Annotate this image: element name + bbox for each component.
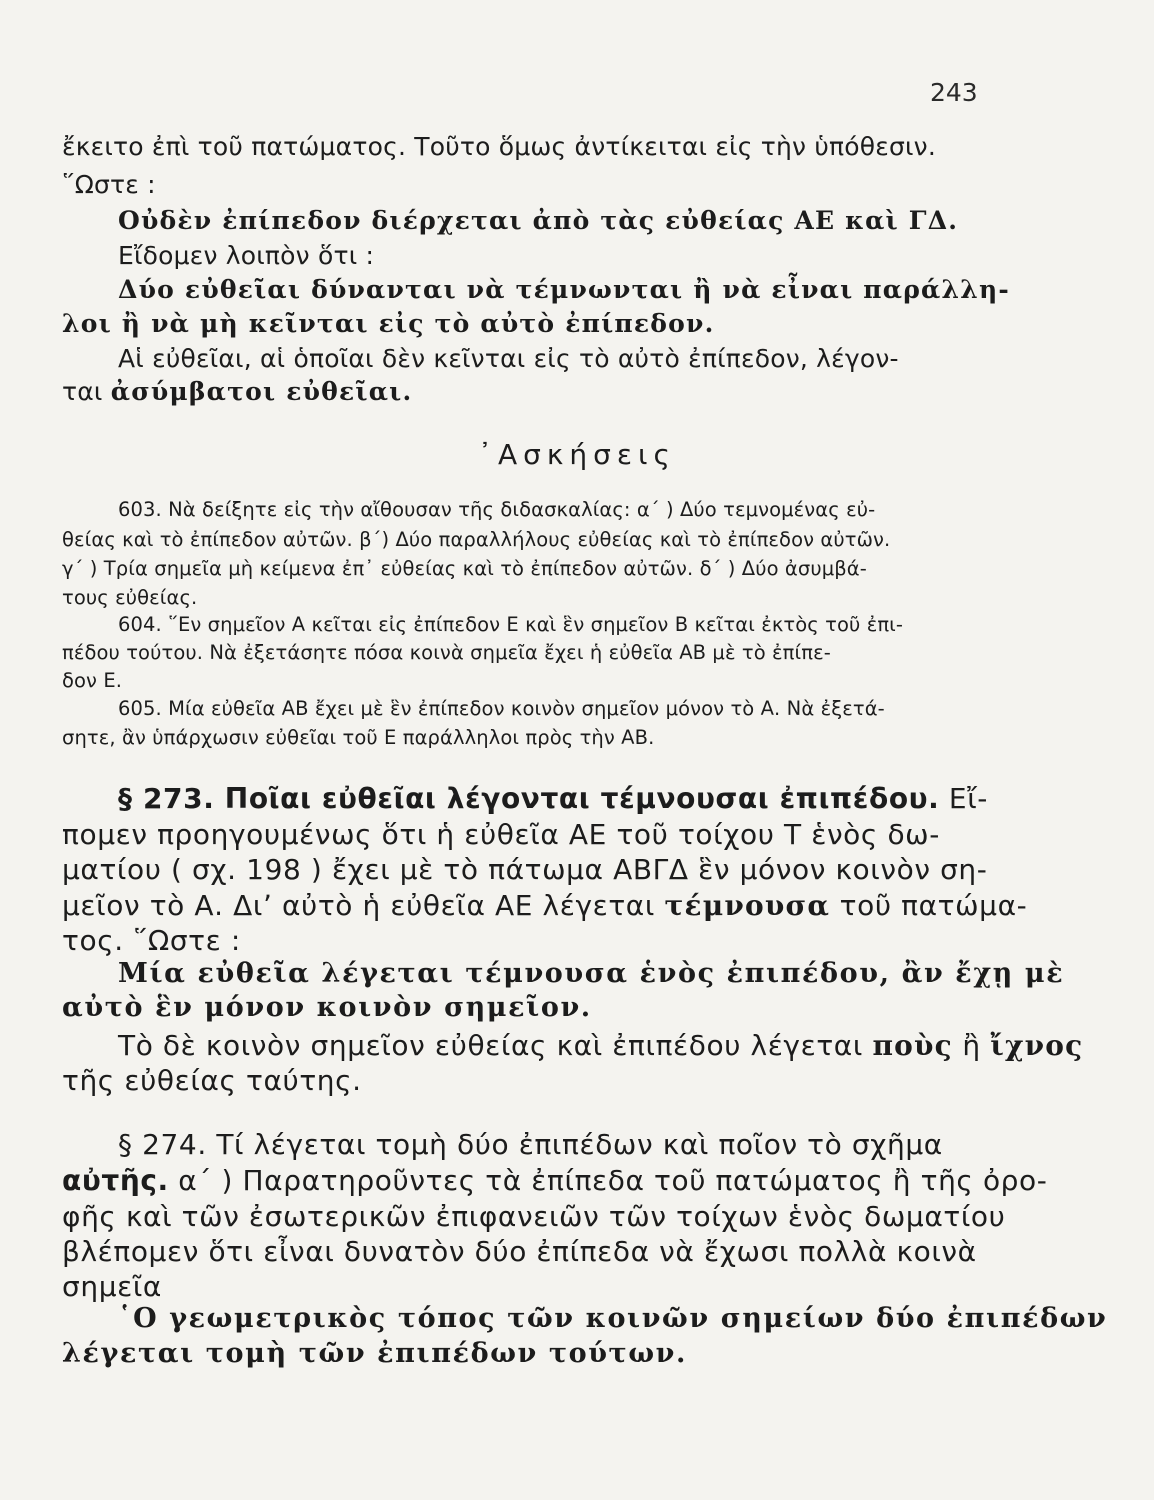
text-line <box>118 1029 1084 1062</box>
exercise-line: θείας καὶ τὸ ἐπίπεδον αὐτῶν. β΄) Δύο παραλλήλους εὐθείας καὶ τὸ ἐπίπεδον αὐτῶν. <box>62 528 891 551</box>
page-number: 243 <box>930 78 978 107</box>
exercise-604: 604. ῞Εν σημεῖον Α κεῖται εἰς ἐπίπεδον Ε καὶ ἓν σημεῖον Β κεῖται ἐκτὸς τοῦ ἐπι- <box>118 613 904 636</box>
exercise-line: δον Ε. <box>62 669 123 692</box>
exercises-heading: ᾿Ασκήσεις <box>478 438 676 471</box>
section-274-title: § 274. Τί λέγεται τομὴ δύο ἐπιπέδων καὶ ποῖον τὸ σχῆμα <box>118 1128 943 1161</box>
text-line <box>62 377 982 406</box>
term-temnousa: τέμνουσα <box>664 889 831 922</box>
text-span: μεῖον τὸ Α. Διʼ αὐτὸ ἡ εὐθεῖα ΑΕ λέγεται <box>62 889 665 922</box>
theorem-line: Μία εὐθεῖα λέγεται τέμνουσα ἑνὸς ἐπιπέδου, ἂν ἔχῃ μὲ <box>118 958 1065 989</box>
text-span: α΄ ) Παρατηροῦντες τὰ ἐπίπεδα τοῦ πατώματος ἢ τῆς ὀρο- <box>168 1164 1048 1197</box>
text-line <box>62 889 1028 922</box>
text-line: Εἴδομεν λοιπὸν ὅτι : <box>118 241 375 270</box>
text-line: φῆς καὶ τῶν ἐσωτερικῶν ἐπιφανειῶν τῶν τοίχων ἑνὸς δωματίου <box>62 1200 1006 1233</box>
text-line: βλέπομεν ὅτι εἶναι δυνατὸν δύο ἐπίπεδα νὰ ἔχωσι πολλὰ κοινὰ <box>62 1235 977 1268</box>
section-273-title: § 273. Ποῖαι εὐθεῖαι λέγονται τέμνουσαι ἐπιπέδου. <box>118 782 940 815</box>
text-line: τῆς εὐθείας ταύτης. <box>62 1064 362 1097</box>
theorem-line: λέγεται τομὴ τῶν ἐπιπέδων τούτων. <box>62 1338 687 1369</box>
term-pous: ποὺς <box>872 1029 953 1062</box>
exercise-line: πέδου τούτου. Νὰ ἐξετάσητε πόσα κοινὰ σημεῖα ἔχει ἡ εὐθεῖα ΑΒ μὲ τὸ ἐπίπε- <box>62 641 831 664</box>
text-line: πομεν προηγουμένως ὅτι ἡ εὐθεῖα ΑΕ τοῦ τοίχου Τ ἑνὸς δω- <box>62 818 940 851</box>
term-asymbatoi: ἀσύμβατοι εὐθεῖαι. <box>110 377 413 406</box>
text-line: ἔκειτο ἐπὶ τοῦ πατώματος. Τοῦτο ὅμως ἀντίκειται εἰς τὴν ὑπόθεσιν. <box>62 132 936 161</box>
theorem-line: Δύο εὐθεῖαι δύνανται νὰ τέμνωνται ἢ νὰ εἶναι παράλλη- <box>118 275 1010 304</box>
term-ichnos: ἴχνος <box>990 1029 1084 1062</box>
text-span: Τὸ δὲ κοινὸν σημεῖον εὐθείας καὶ ἐπιπέδου λέγεται <box>118 1029 873 1062</box>
text-line: ῞Ωστε : <box>62 170 156 199</box>
exercise-line: τους εὐθείας. <box>62 586 198 609</box>
exercise-line: γ΄ ) Τρία σημεῖα μὴ κείμενα ἐπ᾿ εὐθείας καὶ τὸ ἐπίπεδον αὐτῶν. δ΄ ) Δύο ἀσυμβά- <box>62 557 867 580</box>
text-span: ἢ <box>952 1029 991 1062</box>
text-span: τοῦ πατώμα- <box>830 889 1028 922</box>
section-274-title-end: αὐτῆς. <box>62 1164 169 1197</box>
exercise-605: 605. Μία εὐθεῖα ΑΒ ἔχει μὲ ἓν ἐπίπεδον κοινὸν σημεῖον μόνον τὸ Α. Νὰ ἐξετά- <box>118 697 885 720</box>
exercise-603: 603. Νὰ δείξητε εἰς τὴν αἴθουσαν τῆς διδασκαλίας: α΄ ) Δύο τεμνομένας εὐ- <box>118 498 876 521</box>
text-span: ται <box>62 377 111 406</box>
text-line: σημεῖα <box>62 1270 162 1303</box>
text-line <box>62 1164 1048 1197</box>
text-line: τος. ῞Ωστε : <box>62 924 241 957</box>
text-line: Αἱ εὐθεῖαι, αἱ ὁποῖαι δὲν κεῖνται εἰς τὸ αὐτὸ ἐπίπεδον, λέγον- <box>118 344 899 373</box>
text-span: Εἴ- <box>939 782 988 815</box>
section-273-line <box>118 782 988 815</box>
theorem-line: ῾Ο γεωμετρικὸς τόπος τῶν κοινῶν σημείων δύο ἐπιπέδων <box>118 1303 1108 1334</box>
theorem-line: λοι ἢ νὰ μὴ κεῖνται εἰς τὸ αὐτὸ ἐπίπεδον. <box>62 309 715 338</box>
theorem-line: Οὐδὲν ἐπίπεδον διέρχεται ἀπὸ τὰς εὐθείας ΑΕ καὶ ΓΔ. <box>118 206 959 235</box>
theorem-line: αὐτὸ ἓν μόνον κοινὸν σημεῖον. <box>62 992 592 1023</box>
text-line: ματίου ( σχ. 198 ) ἔχει μὲ τὸ πάτωμα ΑΒΓΔ ἓν μόνον κοινὸν ση- <box>62 853 988 886</box>
exercise-line: σητε, ἂν ὑπάρχωσιν εὐθεῖαι τοῦ Ε παράλληλοι πρὸς τὴν ΑΒ. <box>62 726 655 749</box>
